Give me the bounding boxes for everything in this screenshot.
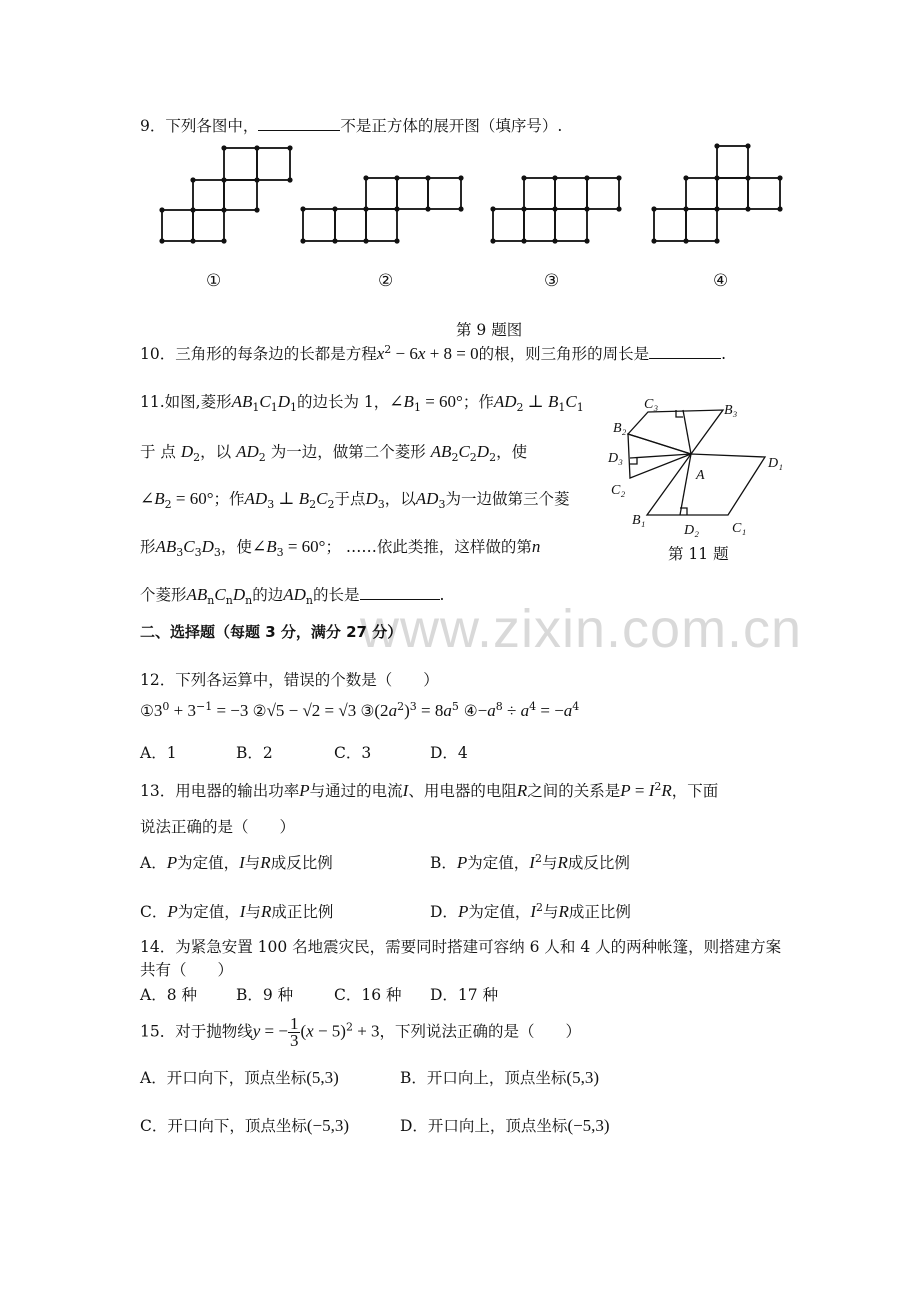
label-B2: B₂ [613, 421, 627, 436]
q13-stem-line-1: 13．用电器的输出功率P与通过的电流I、用电器的电阻R之间的关系是$P = I^2R$，下面 [140, 779, 719, 800]
q13-c-label: C． [140, 903, 168, 921]
q14-stem-line-2: 共有（ ） [140, 961, 234, 979]
q9-figure-caption: 第 9 题图 [456, 321, 523, 339]
q15-a-coord: (5,3) [306, 1068, 339, 1087]
q15-c-label: C．开口向下，顶点坐标 [140, 1117, 307, 1135]
q13-b-t3: 成反比例 [567, 854, 630, 872]
q13-d-label: D． [430, 903, 458, 921]
q9-number: 9． [140, 117, 166, 135]
q13-s4: 之间的关系是 [527, 782, 621, 800]
q11-l3c: ，以 [384, 490, 416, 508]
q11-l5a: 个菱形 [140, 586, 187, 604]
q10-answer-blank[interactable] [649, 357, 721, 359]
q15-option-c[interactable] [140, 1114, 349, 1136]
q14-option-a[interactable]: A．8 种 [140, 986, 197, 1004]
label-A: A [696, 468, 705, 483]
question-9-text [140, 114, 562, 136]
q13-a-t3: 成反比例 [270, 854, 333, 872]
q11-line-5: 个菱形$AB_nC_nD_n$的边$AD_n$的长是 . [140, 585, 445, 608]
q13-s5: ，下面 [671, 782, 719, 800]
rhombus-figure [600, 392, 800, 542]
q11-line-2: 于 点 $D_2$，以 $AD_2$ 为一边，做第二个菱形 $AB_2C_2D_2$，使 [140, 442, 528, 465]
q15-stem: 15．对于抛物线y = − $\frac{1}{3}$ $(x - 5)^2 + 3$，下列说法正确的是（ ） [140, 1014, 582, 1050]
section-2-heading: 二、选择题（每题 3 分，满分 27 分） [140, 623, 403, 641]
label-B3: B₃ [724, 403, 738, 418]
q11-l4b: ，使 [220, 538, 252, 556]
q13-option-c[interactable]: C．P为定值，I与R成正比例 [140, 902, 334, 921]
q15-d-label: D．开口向上，顶点坐标 [400, 1117, 568, 1135]
q14-l1: 为紧急安置 100 名地震灾民，需要同时搭建可容纳 6 人和 4 人的两种帐篷，则搭建方案 [175, 938, 782, 956]
q15-s1: 对于抛物线 [175, 1022, 253, 1041]
q11-l5b: 的边 [252, 586, 284, 604]
q11-line-4: 形$AB_3C_3D_3$，使$\angle B_3 = 60^\circ$； ……依此类推，这样做的第n [140, 537, 541, 560]
q10-after: 的根，则三角形的周长是 [478, 345, 650, 363]
q10-equation: $x^2 - 6x + 8 = 0$ [376, 342, 479, 363]
q9-before: 下列各图中， [165, 117, 259, 135]
label-C2: C₂ [611, 483, 626, 498]
q12-option-d[interactable]: D．4 [430, 744, 468, 762]
q12-option-a[interactable]: A．1 [140, 744, 177, 762]
label-C1: C₁ [732, 521, 747, 536]
q11-l5d: . [439, 586, 445, 604]
q12-expressions: $①3^0 + 3^{-1} = -3$ ②√5 − √2 = √3 $③(2a^2)^3 = 8a^5$ $④-a^8 \div a^4 = -a^4$ [140, 700, 580, 721]
q13-s1: 用电器的输出功率 [175, 782, 300, 800]
q14-stem-line-1 [140, 935, 781, 957]
cube-net-4 [654, 146, 780, 241]
label-D3: D₃ [608, 451, 623, 466]
q15-c-coord: (−5,3) [306, 1116, 350, 1135]
net-label-2: ② [378, 271, 394, 291]
q11-l2b: ，以 [200, 443, 232, 461]
q11-l3a: ；作 [213, 490, 245, 508]
q11-l1a: 如图,菱形 [164, 393, 232, 411]
q13-number: 13． [140, 782, 176, 800]
q11-l2c: 为一边，做第二个菱形 [270, 443, 426, 461]
q15-b-label: B．开口向上，顶点坐标 [400, 1069, 567, 1087]
q10-before: 三角形的每条边的长都是方程 [175, 345, 377, 363]
q14-option-c[interactable]: C．16 种 [334, 986, 402, 1004]
q13-b-t1: 为定值， [467, 854, 530, 872]
net-label-1: ① [206, 271, 222, 291]
q12-stem-text: 下列各运算中，错误的个数是（ ） [175, 671, 439, 689]
q13-d-t2: 与 [543, 903, 559, 921]
q11-line-3: $\angle B_2 = 60^\circ$；作$AD_3$ ⊥ $B_2C_2$于点$D_3$，以$AD_3$为一边做第三个菱 [140, 489, 570, 512]
label-D1: D₁ [768, 456, 783, 471]
q15-option-b[interactable] [400, 1066, 599, 1088]
q11-l2a: 于 点 [140, 443, 176, 461]
q13-d-t3: 成正比例 [568, 903, 631, 921]
q11-l2d: ，使 [496, 443, 528, 461]
q11-l5c: 的长是 [312, 586, 360, 604]
q13-d-t1: 为定值， [468, 903, 531, 921]
cube-net-1 [162, 148, 290, 241]
q13-option-a[interactable]: A．P为定值，I与R成反比例 [140, 853, 333, 872]
q12-number: 12． [140, 671, 176, 689]
q11-l4a: 形 [140, 538, 156, 556]
q13-s3: 、用电器的电阻 [408, 782, 517, 800]
q11-l3b: 于点 [334, 490, 366, 508]
q15-b-coord: (5,3) [566, 1068, 599, 1087]
q13-option-d[interactable]: D．P为定值，$I^2$与R成正比例 [430, 900, 631, 921]
q15-d-coord: (−5,3) [567, 1116, 610, 1135]
q14-option-d[interactable]: D．17 种 [430, 986, 499, 1004]
q13-b-t2: 与 [541, 854, 558, 872]
q9-answer-blank[interactable] [258, 129, 340, 131]
q11-l1c: ；作 [462, 393, 494, 411]
q13-c-t3: 成正比例 [271, 903, 334, 921]
q13-b-label: B． [430, 854, 457, 872]
q9-after: 不是正方体的展开图（填序号）. [340, 117, 563, 135]
cube-nets-figure [150, 138, 790, 298]
cube-net-2 [303, 178, 461, 241]
label-B1: B₁ [632, 513, 646, 528]
q15-fraction: $\frac{1}{3}$ [289, 1014, 299, 1050]
q11-line-1: 11.如图,菱形$AB_1C_1D_1$的边长为 1，$\angle B_1 = 60^\circ$；作$AD_2$ ⊥ $B_1C_1$ [140, 392, 584, 415]
q15-option-d[interactable] [400, 1114, 610, 1136]
q15-s2: ，下列说法正确的是（ ） [379, 1022, 582, 1041]
q15-a-label: A．开口向下，顶点坐标 [140, 1069, 307, 1087]
q14-option-b[interactable]: B．9 种 [236, 986, 294, 1004]
q12-option-b[interactable]: B．2 [236, 744, 273, 762]
q10-end: . [721, 345, 727, 363]
q14-number: 14． [140, 938, 176, 956]
q13-s2: 与通过的电流 [309, 782, 403, 800]
q15-number: 15． [140, 1022, 176, 1041]
watermark: www.zixin.com.cn [360, 599, 803, 659]
q13-a-t1: 为定值， [177, 854, 240, 872]
label-C3: C₃ [644, 397, 659, 412]
q11-figure-caption: 第 11 题 [668, 545, 729, 563]
q11-answer-blank[interactable] [360, 598, 440, 600]
question-10-text [140, 342, 726, 364]
q13-a-t2: 与 [244, 854, 261, 872]
q13-option-b[interactable]: B．P为定值，$I^2$与R成反比例 [430, 851, 630, 872]
q15-option-a[interactable] [140, 1066, 339, 1088]
q13-stem-line-2: 说法正确的是（ ） [140, 818, 296, 836]
q12-stem [140, 668, 439, 690]
q10-number: 10． [140, 345, 176, 363]
q11-l4c: ； ……依此类推，这样做的第 [325, 538, 532, 556]
net-label-4: ④ [713, 271, 729, 291]
q12-option-c[interactable]: C．3 [334, 744, 372, 762]
q11-number: 11. [140, 393, 165, 411]
net-label-3: ③ [544, 271, 560, 291]
label-D2: D₂ [684, 523, 699, 538]
q11-l3d: 为一边做第三个菱 [445, 490, 570, 508]
q13-a-label: A． [140, 854, 167, 872]
q13-c-t2: 与 [245, 903, 261, 921]
q11-l1b: 的边长为 1， [297, 393, 390, 411]
q13-c-t1: 为定值， [177, 903, 240, 921]
